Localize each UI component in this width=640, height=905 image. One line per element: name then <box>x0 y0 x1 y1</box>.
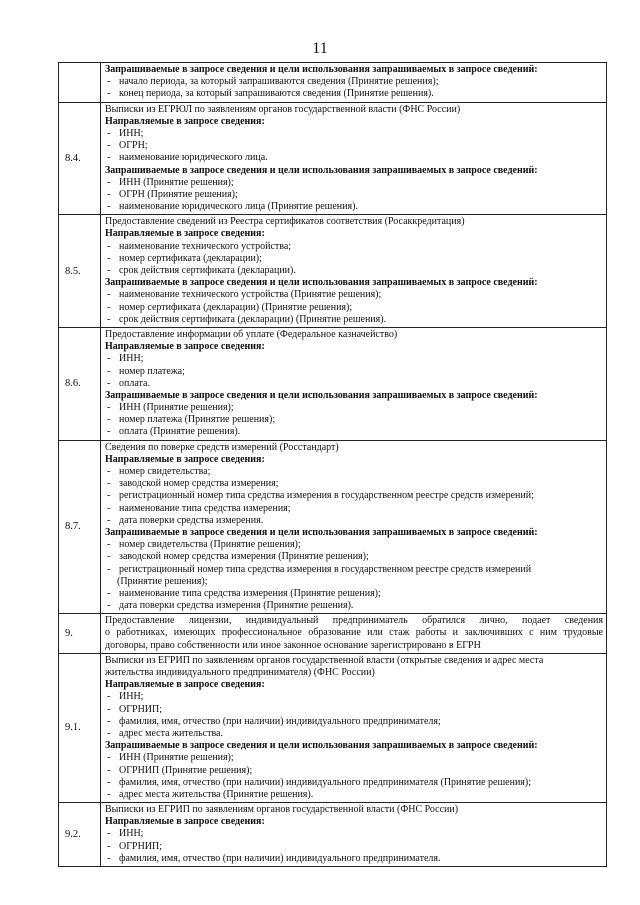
table-row <box>59 803 607 867</box>
dash-bullet: - <box>107 715 111 727</box>
row-number-cell <box>59 327 101 440</box>
row-number: 8.5. <box>65 265 81 277</box>
list-item-text: оплата. <box>119 377 150 389</box>
list-item-text: регистрационный номер типа средства измерения в государственном реестре средств измерений; <box>119 490 534 502</box>
paragraph-line: Предоставление сведений из Реестра сертификатов соответствия (Росаккредитация) <box>105 216 465 228</box>
list-item-text: адрес места жительства (Принятие решения). <box>119 788 314 800</box>
list-item-text: ИНН (Принятие решения); <box>119 752 234 764</box>
requirements-table <box>58 62 607 867</box>
dash-bullet: - <box>107 414 111 426</box>
dash-bullet: - <box>107 88 111 100</box>
list-item-text: ОГРНИП; <box>119 840 163 852</box>
paragraph-line: Сведения по поверке средств измерений (Росстандарт) <box>105 441 339 453</box>
section-heading: Запрашиваемые в запросе сведения и цели использования запрашиваемых в запросе сведений: <box>105 389 538 401</box>
section-heading: Запрашиваемые в запросе сведения и цели использования запрашиваемых в запросе сведений: <box>105 740 538 752</box>
paragraph-line: Выписки из ЕГРИП по заявлениям органов государственной власти (ФНС России) <box>105 804 459 816</box>
list-item-text: номер платежа (Принятие решения); <box>119 414 276 426</box>
list-item <box>105 140 603 152</box>
dash-bullet: - <box>107 478 111 490</box>
list-item <box>105 314 603 326</box>
list-item <box>105 551 603 563</box>
section-heading: Направляемые в запросе сведения: <box>105 679 265 691</box>
list-item-text: наименование типа средства измерения (Принятие решения); <box>119 587 381 599</box>
list-item <box>105 189 603 201</box>
list-item <box>105 253 603 265</box>
list-item <box>105 539 603 551</box>
dash-bullet: - <box>107 752 111 764</box>
list-item <box>105 716 603 728</box>
dash-bullet: - <box>107 353 111 365</box>
list-item-text: номер сертификата (декларации) (Принятие решения); <box>119 301 353 313</box>
list-item-text: дата поверки средства измерения (Принятие решения). <box>119 600 354 612</box>
list-item-text: номер свидетельства; <box>119 466 211 477</box>
list-item-text: ИНН; <box>119 691 144 703</box>
dash-bullet: - <box>107 176 111 188</box>
list-item <box>105 841 603 853</box>
list-item <box>105 76 603 88</box>
list-item-text: номер сертификата (декларации); <box>119 252 262 264</box>
list-item <box>105 765 603 777</box>
list-item-text: срок действия сертификата (декларации). <box>119 265 296 276</box>
table-row <box>59 63 607 103</box>
justified-line: о работниках, имеющих профессиональное образование или стаж работы и заключивших с ним трудовые <box>105 627 603 639</box>
dash-bullet: - <box>107 377 111 389</box>
list-item <box>105 366 603 378</box>
list-item-text: номер свидетельства (Принятие решения); <box>119 539 301 551</box>
list-item <box>105 289 603 301</box>
section-heading: Запрашиваемые в запросе сведения и цели использования запрашиваемых в запросе сведений: <box>105 526 538 538</box>
list-item-text: наименование технического устройства (Принятие решения); <box>119 289 382 301</box>
row-content-cell <box>101 215 607 328</box>
list-item <box>105 777 603 789</box>
list-item-text: фамилия, имя, отчество (при наличии) индивидуального предпринимателя (Принятие решения); <box>119 776 531 788</box>
row-number-cell <box>59 215 101 328</box>
dash-bullet: - <box>107 764 111 776</box>
dash-bullet: - <box>107 313 111 325</box>
list-item-text: ИНН (Принятие решения); <box>119 176 234 188</box>
dash-bullet: - <box>107 402 111 414</box>
list-item <box>105 704 603 716</box>
section-heading: Направляемые в запросе сведения: <box>105 228 265 240</box>
row-number: 8.4. <box>65 152 81 164</box>
row-number: 9.1. <box>65 722 81 734</box>
list-item <box>105 588 603 600</box>
dash-bullet: - <box>107 563 111 575</box>
list-item-text: адрес места жительства. <box>119 727 223 739</box>
row-content-cell <box>101 653 607 802</box>
paragraph-line: Выписки из ЕГРИП по заявлениям органов государственной власти (открытые сведения и адрес места <box>105 654 544 666</box>
row-number-cell <box>59 63 101 103</box>
row-number-cell <box>59 653 101 802</box>
dash-bullet: - <box>107 600 111 612</box>
row-content-cell <box>101 440 607 614</box>
list-item <box>105 728 603 740</box>
table-row <box>59 440 607 614</box>
dash-bullet: - <box>107 240 111 252</box>
list-item-text: начало периода, за который запрашиваются сведения (Принятие решения); <box>119 76 439 88</box>
section-heading: Направляемые в запросе сведения: <box>105 341 265 353</box>
list-item <box>105 402 603 414</box>
list-item <box>105 752 603 764</box>
list-item <box>105 466 603 478</box>
list-item <box>105 152 603 164</box>
list-item <box>105 128 603 140</box>
justified-line: Предоставление лицензии, индивидуальный предприниматель обратился лично, подает сведения <box>105 615 603 627</box>
list-item-text: ИНН; <box>119 127 144 139</box>
list-item <box>105 600 603 612</box>
dash-bullet: - <box>107 188 111 200</box>
list-item-text: ОГРНИП (Принятие решения); <box>119 764 253 776</box>
section-heading: Запрашиваемые в запросе сведения и цели использования запрашиваемых в запросе сведений: <box>105 277 538 289</box>
dash-bullet: - <box>107 490 111 502</box>
list-item-text: дата поверки средства измерения. <box>119 514 264 526</box>
dash-bullet: - <box>107 587 111 599</box>
dash-bullet: - <box>107 301 111 313</box>
dash-bullet: - <box>107 265 111 276</box>
row-number: 8.7. <box>65 521 81 533</box>
list-item <box>105 426 603 438</box>
list-item-text: ОГРНИП; <box>119 703 163 715</box>
dash-bullet: - <box>107 152 111 164</box>
table-row <box>59 215 607 328</box>
section-heading: Направляемые в запросе сведения: <box>105 816 265 828</box>
list-item <box>105 478 603 490</box>
table-row <box>59 102 607 215</box>
row-content-cell <box>101 102 607 215</box>
list-item-text: оплата (Принятие решения). <box>119 426 241 438</box>
list-item <box>105 490 603 502</box>
list-item-text: ИНН; <box>119 353 144 365</box>
row-number-cell <box>59 440 101 614</box>
list-item <box>105 302 603 314</box>
list-item-text: ИНН (Принятие решения); <box>119 402 234 414</box>
row-content-cell <box>101 614 607 654</box>
list-item-text: фамилия, имя, отчество (при наличии) индивидуального предпринимателя. <box>119 852 441 864</box>
dash-bullet: - <box>107 776 111 788</box>
dash-bullet: - <box>107 703 111 715</box>
table-row <box>59 614 607 654</box>
list-item-text: ОГРН; <box>119 140 148 152</box>
dash-bullet: - <box>107 252 111 264</box>
dash-bullet: - <box>107 828 111 840</box>
list-item <box>105 564 603 576</box>
list-item <box>105 853 603 865</box>
list-item-text: ОГРН (Принятие решения); <box>119 188 238 200</box>
dash-bullet: - <box>107 727 111 739</box>
dash-bullet: - <box>107 76 111 88</box>
dash-bullet: - <box>107 852 111 864</box>
dash-bullet: - <box>107 127 111 139</box>
section-heading: Направляемые в запросе сведения: <box>105 115 265 127</box>
dash-bullet: - <box>107 551 111 563</box>
list-item <box>105 378 603 390</box>
list-item <box>105 515 603 527</box>
dash-bullet: - <box>107 840 111 852</box>
dash-bullet: - <box>107 140 111 152</box>
list-item <box>105 828 603 840</box>
dash-bullet: - <box>107 426 111 438</box>
list-item-text: наименование юридического лица (Принятие решения). <box>119 201 358 213</box>
list-item-text: заводской номер средства измерения (Принятие решения); <box>119 551 369 563</box>
list-item-text: наименование юридического лица. <box>119 152 268 164</box>
table-row <box>59 327 607 440</box>
dash-bullet: - <box>107 201 111 213</box>
list-item <box>105 88 603 100</box>
list-item <box>105 201 603 213</box>
page-number: 11 <box>312 40 328 57</box>
paragraph-line: Предоставление информации об уплате (Федеральное казначейство) <box>105 328 398 340</box>
list-item-text: наименование технического устройства; <box>119 240 292 252</box>
dash-bullet: - <box>107 691 111 703</box>
row-number: 9. <box>65 628 73 640</box>
paragraph-line: Выписки из ЕГРЮЛ по заявлениям органов государственной власти (ФНС России) <box>105 103 461 115</box>
row-number: 9.2. <box>65 829 81 841</box>
row-content-cell <box>101 63 607 103</box>
list-item <box>105 177 603 189</box>
dash-bullet: - <box>107 788 111 800</box>
list-item-continuation: (Принятие решения); <box>117 575 208 587</box>
list-item-text: ИНН; <box>119 828 144 840</box>
row-number-cell <box>59 803 101 867</box>
table-row <box>59 653 607 802</box>
dash-bullet: - <box>107 539 111 551</box>
list-item <box>105 353 603 365</box>
row-content-cell <box>101 327 607 440</box>
list-item-text: наименование типа средства измерения; <box>119 502 291 514</box>
section-heading: Запрашиваемые в запросе сведения и цели использования запрашиваемых в запросе сведений: <box>105 64 538 75</box>
list-item-text: срок действия сертификата (декларации) (Принятие решения). <box>119 313 387 325</box>
dash-bullet: - <box>107 514 111 526</box>
list-item <box>105 414 603 426</box>
dash-bullet: - <box>107 502 111 514</box>
list-item <box>105 691 603 703</box>
list-item-text: конец периода, за который запрашиваются сведения (Принятие решения). <box>119 88 434 100</box>
list-item-text: фамилия, имя, отчество (при наличии) индивидуального предпринимателя; <box>119 715 441 727</box>
dash-bullet: - <box>107 466 111 477</box>
table-body <box>59 63 607 867</box>
row-number-cell <box>59 102 101 215</box>
section-heading: Запрашиваемые в запросе сведения и цели использования запрашиваемых в запросе сведений: <box>105 164 538 176</box>
list-item <box>105 789 603 801</box>
row-number-cell <box>59 614 101 654</box>
justified-line: договоры, право собственности или иное законное основание зарегистрировано в ЕГРН <box>105 639 481 651</box>
section-heading: Направляемые в запросе сведения: <box>105 453 265 465</box>
list-item-text: номер платежа; <box>119 365 185 377</box>
list-item-text: регистрационный номер типа средства измерения в государственном реестре средств измерений <box>119 563 532 575</box>
list-item <box>105 241 603 253</box>
dash-bullet: - <box>107 365 111 377</box>
row-number: 8.6. <box>65 378 81 390</box>
row-content-cell <box>101 803 607 867</box>
list-item <box>105 503 603 515</box>
dash-bullet: - <box>107 289 111 301</box>
paragraph-line: жительства индивидуального предпринимателя) (ФНС России) <box>105 667 375 678</box>
list-item <box>105 265 603 277</box>
list-item-text: заводской номер средства измерения; <box>119 478 279 490</box>
